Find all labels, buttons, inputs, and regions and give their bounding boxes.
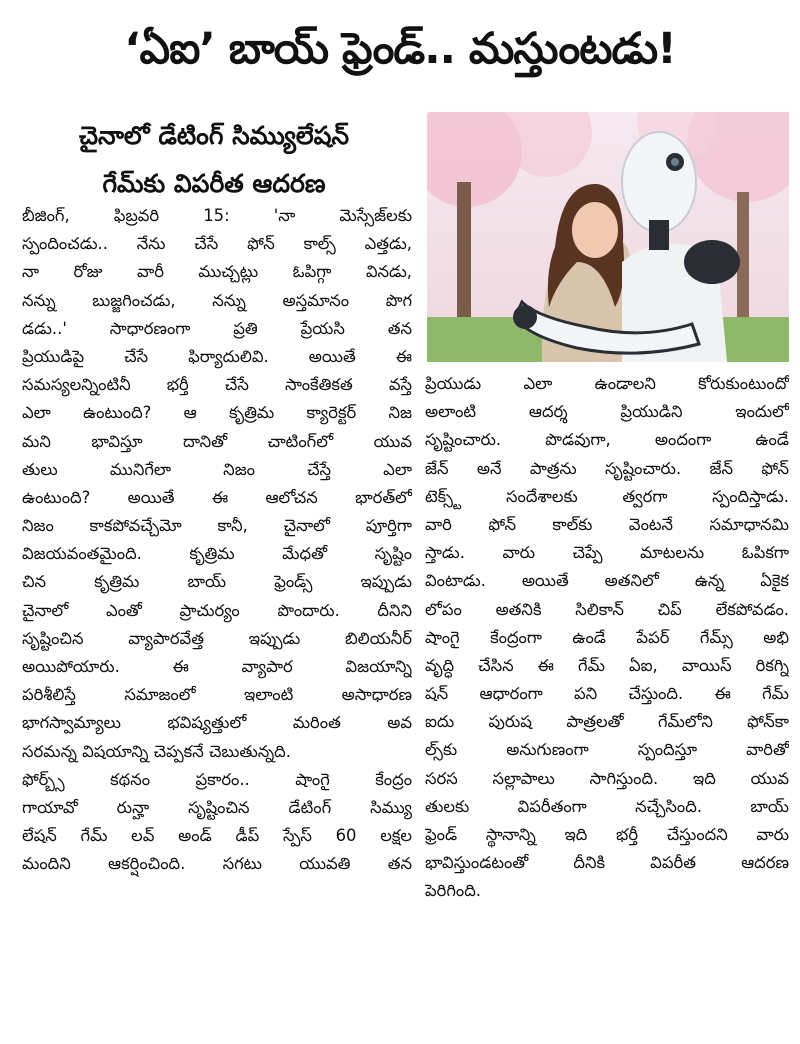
paragraph-line: భావిస్తుండటంతో దీనికి విపరీత ఆదరణ — [425, 853, 789, 873]
paragraph-line: గాయావో రున్హా సృష్టించిన డేటింగ్ సిమ్యు — [22, 797, 412, 817]
paragraph-line: మందిని ఆకర్షించింది. సగటు యువతి తన — [22, 854, 412, 874]
paragraph-line: పెరిగింది. — [425, 881, 482, 901]
headline: ‘ఏఐ’ బాయ్ ఫ్రెండ్.. మస్తుంటడు! — [124, 24, 676, 74]
paragraph-line: లేషన్ గేమ్ లవ్ అండ్ డీప్ స్పేస్ 60 లక్షల — [22, 826, 412, 846]
paragraph-line: చైనాలో ఎంతో ప్రాచుర్యం పొందారు. దీనిని — [22, 600, 412, 620]
paragraph-line: అలాంటి ఆదర్శ ప్రియుడిని ఇందులో — [425, 402, 789, 422]
paragraph-line: జేన్ అనే పాత్రను సృష్టించారు. జేన్ ఫోన్ — [425, 458, 789, 478]
paragraph-line: నా రోజు వారీ ముచ్చట్లు ఓపిగ్గా వినడు, — [22, 262, 412, 282]
ai-robot-embrace-photo — [427, 112, 789, 362]
paragraph-line: సృష్టించిన వ్యాపారవేత్త ఇప్పుడు బిలియనీర్ — [22, 628, 412, 648]
paragraph-line: భాగస్వామ్యాలు భవిష్యత్తులో మరింత అవ — [22, 713, 412, 733]
paragraph-line: తులు మునిగేలా నిజం చేస్తే ఎలా — [22, 459, 412, 479]
paragraph-line: అయిపోయారు. ఈ వ్యాపార విజయాన్ని — [22, 657, 412, 676]
photo-illustration — [427, 112, 789, 362]
paragraph-line: ఫ్రెండ్ స్థానాన్ని ఇది భర్తీ చేస్తుందని వారు — [425, 825, 789, 844]
paragraph-line: స్పందించడు.. నేను చేసే ఫోన్ కాల్స్ ఎత్తడు, — [22, 234, 412, 254]
paragraph-line: ప్రియుడిపై చేసే ఫిర్యాదులివి. అయితే ఈ — [22, 346, 412, 366]
paragraph-line: సృష్టించారు. పొడవుగా, అందంగా ఉండే — [425, 430, 789, 450]
subheadline-line-1: చైనాలో డేటింగ్ సిమ్యులేషన్ — [78, 121, 350, 150]
article-column-left — [22, 202, 412, 879]
paragraph-line: సమస్యలన్నింటినీ భర్తీ చేసే సాంకేతికత వస్తే — [22, 375, 412, 395]
paragraph-line: డడు..' సాధారణంగా ప్రతి ప్రేయసి తన — [22, 318, 412, 338]
paragraph-line: షాంగై కేంద్రంగా ఉండే పేపర్ గేమ్స్ అభి — [425, 627, 789, 647]
paragraph-line: విజయవంతమైంది. కృత్రిమ మేధతో సృష్టిం — [22, 544, 412, 564]
paragraph-line: షన్ ఆధారంగా పని చేస్తుంది. ఈ గేమ్ — [425, 684, 789, 704]
paragraph-line: లోపం అతనికి సిలికాన్ చిప్ లేకపోవడం. — [425, 599, 789, 619]
paragraph-line: మని భావిస్తూ దానితో చాటింగ్‌లో యువ — [22, 431, 412, 451]
paragraph-line: నన్ను బుజ్జగించడు, నన్ను అస్తమానం పొగ — [22, 290, 412, 310]
paragraph-line: ప్రియుడు ఎలా ఉండాలని కోరుకుంటుందో — [425, 374, 789, 393]
paragraph-line: ల్స్‌కు అనుగుణంగా స్పందిస్తూ వారితో — [425, 740, 789, 760]
article-column-right — [425, 370, 789, 906]
paragraph-line: ఎలా ఉంటుంది? ఆ కృత్రిమ క్యారెక్టర్ నిజ — [22, 403, 412, 423]
paragraph-line: వారి ఫోన్ కాల్‌కు వెంటనే సమాధానమి — [425, 514, 789, 534]
paragraph-line: టెక్స్ట్ సందేశాలకు త్వరగా స్పందిస్తాడు. — [425, 486, 789, 506]
paragraph-line: సరమన్న విషయాన్ని చెప్పకనే చెబుతున్నది. — [22, 741, 291, 761]
paragraph-line: వింటాడు. అయితే అతనిలో ఉన్న ఏకైక — [425, 571, 789, 591]
paragraph-line: సరస సల్లాపాలు సాగిస్తుంది. ఇది యువ — [425, 768, 789, 788]
subheadline-line-2: గేమ్‌కు విపరీత ఆదరణ — [102, 169, 326, 198]
paragraph-line: తులకు విపరీతంగా నచ్చేసింది. బాయ్ — [425, 796, 789, 816]
paragraph-line: ఫోర్బ్స్ కథనం ప్రకారం.. షాంగై కేంద్రం — [22, 769, 412, 789]
paragraph-line: ఐదు పురుష పాత్రలతో గేమ్‌లోని ఫోన్‌కా — [425, 712, 789, 732]
paragraph-line: వృద్ధి చేసిన ఈ గేమ్ ఏఐ, వాయిస్ రికగ్ని — [425, 655, 789, 675]
paragraph-line: బీజింగ్, ఫిబ్రవరి 15: 'నా మెస్సేజ్‌లకు — [22, 206, 412, 225]
subheadline — [20, 112, 408, 208]
paragraph-line: నిజం కాకపోవచ్చేమో కానీ, చైనాలో పూర్తిగా — [22, 516, 412, 536]
paragraph-line: చిన కృత్రిమ బాయ్ ఫ్రెండ్స్ ఇప్పుడు — [22, 572, 412, 592]
paragraph-line: స్తాడు. వారు చెప్పే మాటలను ఓపికగా — [425, 543, 789, 563]
paragraph-line: పరిశీలిస్తే సమాజంలో ఇలాంటి అసాధారణ — [22, 685, 412, 705]
paragraph-line: ఉంటుంది? అయితే ఈ ఆలోచన భారత్‌లో — [22, 487, 412, 507]
